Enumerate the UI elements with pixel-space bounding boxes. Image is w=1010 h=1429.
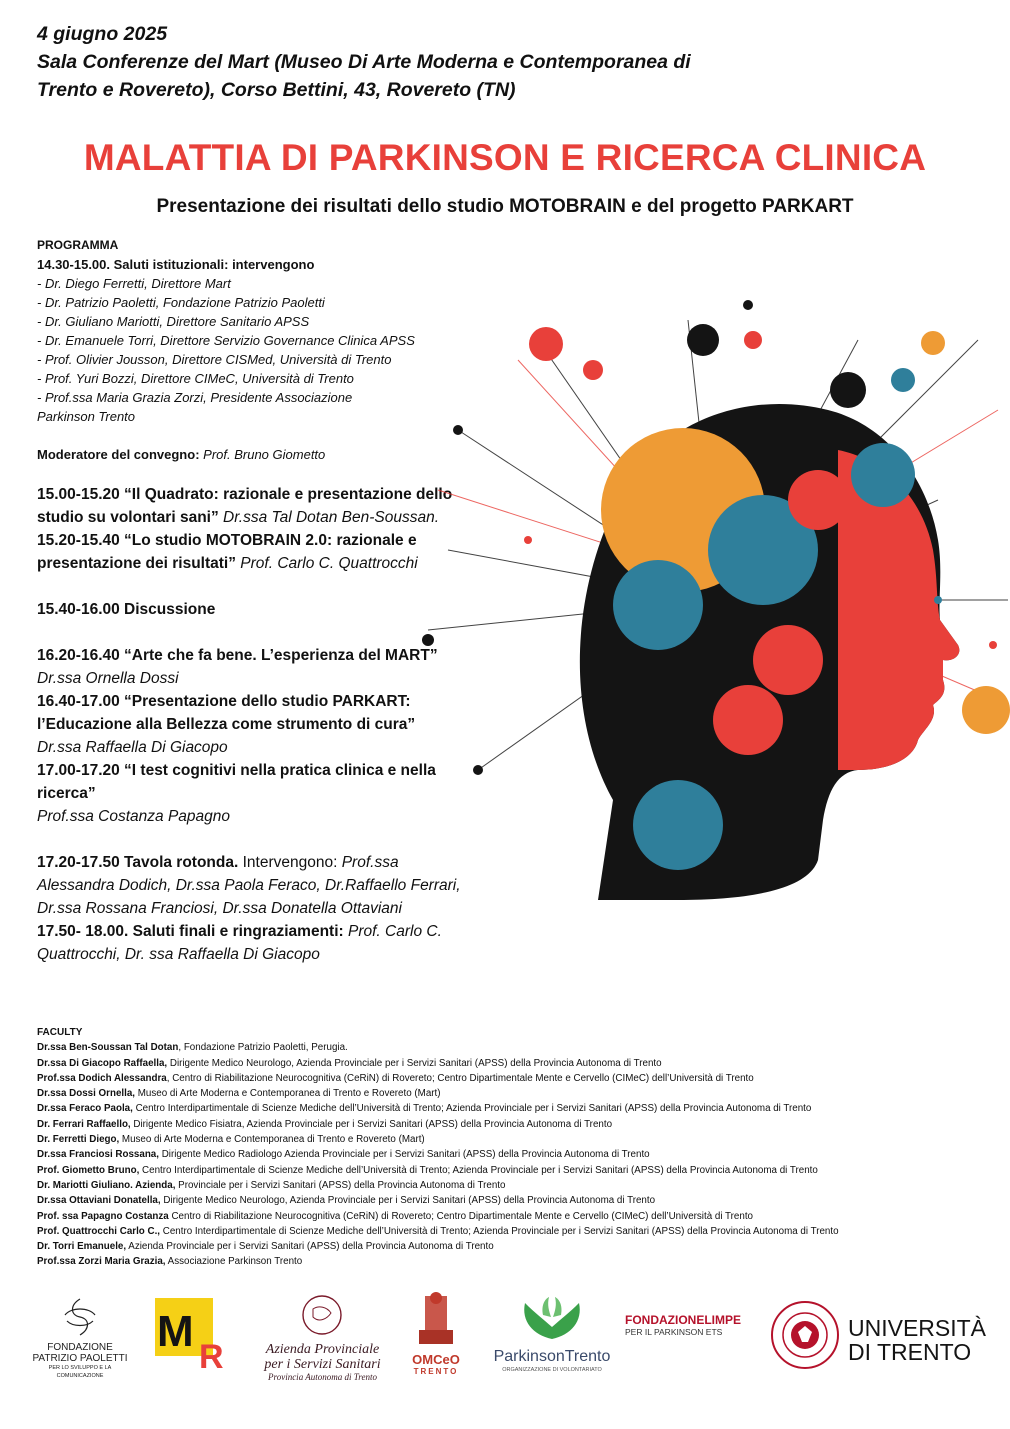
session-6-title: 17.00-17.20 “I test cognitivi nella pratica clinica e nella ricerca” <box>37 762 436 802</box>
apss-line1: Azienda Provinciale <box>265 1342 380 1357</box>
faculty-item <box>37 1224 997 1239</box>
faculty-affiliation: Centro Interdipartimentale di Scienze Mediche dell’Università di Trento; Azienda Provinciale per i Servizi Sanitari (APSS) della Provincia Autonoma di Trento <box>139 1164 818 1176</box>
logo-mart <box>155 1298 233 1370</box>
page-title: MALATTIA DI PARKINSON E RICERCA CLINICA <box>83 137 927 178</box>
session-speaker: Dr.ssa Tal Dotan Ben-Soussan. <box>223 509 439 526</box>
greetings-time: 14.30-15.00. Saluti istituzionali: intervengono <box>37 257 315 272</box>
session-8 <box>37 920 477 966</box>
faculty-name: Prof. Quattrocchi Carlo C., <box>37 1225 161 1237</box>
faculty-affiliation: Dirigente Medico Radiologo Azienda Provinciale per i Servizi Sanitari (APSS) della Provincia Autonoma di Trento <box>158 1149 650 1161</box>
page-subtitle: Presentazione dei risultati dello studio MOTOBRAIN e del progetto PARKART <box>156 196 854 217</box>
parkinson-trento-hands-icon <box>483 1295 621 1343</box>
faculty-item <box>37 1086 997 1101</box>
unitn-seal-icon <box>770 1300 840 1370</box>
logo-universita-trento <box>770 1300 990 1390</box>
session-5-title: 16.40-17.00 “Presentazione dello studio PARKART: l’Educazione alla Bellezza come strumento di cura” <box>37 693 416 733</box>
faculty-item <box>37 1178 997 1193</box>
event-header <box>37 20 837 104</box>
faculty-label: FACULTY <box>37 1027 83 1038</box>
fpp-line3: PER LO SVILUPPO E LA COMUNICAZIONE <box>48 1365 112 1379</box>
event-venue-line1: Sala Conferenze del Mart (Museo Di Arte Moderna e Contemporanea di <box>37 51 691 73</box>
speaker-item: - Dr. Diego Ferretti, Direttore Mart <box>37 276 231 291</box>
svg-text:R: R <box>199 1338 224 1370</box>
program-label: PROGRAMMA <box>37 238 119 252</box>
faculty-affiliation: Dirigente Medico Neurologo, Azienda Provinciale per i Servizi Sanitari (APSS) della Provincia Autonoma di Trento <box>160 1195 656 1207</box>
faculty-name: Dr. Mariotti Giuliano. Azienda, <box>37 1179 176 1191</box>
faculty-affiliation: Provinciale per i Servizi Sanitari (APSS) della Provincia Autonoma di Trento <box>175 1179 506 1191</box>
session-title: 15.20-15.40 “Lo studio MOTOBRAIN 2.0: razionale e presentazione dei risultati” <box>37 532 417 572</box>
speaker-item: - Dr. Patrizio Paoletti, Fondazione Patrizio Paoletti <box>37 295 325 310</box>
omceo-emblem-icon <box>405 1290 467 1348</box>
faculty-name: Dr.ssa Di Giacopo Raffaella, <box>37 1057 168 1069</box>
apss-line3: Provincia Autonoma di Trento <box>268 1372 377 1382</box>
speaker-item: - Prof. Yuri Bozzi, Direttore CIMeC, Università di Trento <box>37 371 354 386</box>
faculty-item <box>37 1040 997 1055</box>
faculty-affiliation: Dirigente Medico Neurologo, Azienda Provinciale per i Servizi Sanitari (APSS) della Provincia Autonoma di Trento <box>167 1057 662 1069</box>
session-intro: Intervengono: <box>242 854 338 871</box>
faculty-name: Dr.ssa Franciosi Rossana, <box>37 1149 159 1161</box>
event-date: 4 giugno 2025 <box>37 23 168 45</box>
faculty-item <box>37 1071 997 1086</box>
faculty-affiliation: , Fondazione Patrizio Paoletti, Perugia. <box>178 1042 348 1054</box>
omceo-line2: TRENTO <box>413 1367 459 1376</box>
faculty-name: Dr.ssa Dossi Ornella, <box>37 1088 136 1100</box>
svg-text:M: M <box>157 1307 194 1356</box>
fpp-line2: PATRIZIO PAOLETTI <box>32 1353 128 1364</box>
faculty-item <box>37 1254 997 1269</box>
pt-name: ParkinsonTrento <box>493 1348 611 1365</box>
faculty-affiliation: Azienda Provinciale per i Servizi Sanitari (APSS) della Provincia Autonoma di Trento <box>126 1241 494 1253</box>
faculty-item <box>37 1117 997 1132</box>
faculty-affiliation: Dirigente Medico Fisiatra, Azienda Provinciale per i Servizi Sanitari (APSS) della Provincia Autonoma di Trento <box>130 1118 613 1130</box>
faculty-item <box>37 1193 997 1208</box>
faculty-affiliation: Museo di Arte Moderna e Contemporanea di Trento e Rovereto (Mart) <box>119 1134 425 1146</box>
fpp-line1: FONDAZIONE <box>47 1342 113 1353</box>
faculty-affiliation: Centro Interdipartimentale di Scienze Mediche dell’Università di Trento; Azienda Provinciale per i Servizi Sanitari (APSS) della Provincia Autonoma di Trento <box>160 1225 839 1237</box>
speaker-item: - Dr. Giuliano Mariotti, Direttore Sanitario APSS <box>37 314 310 329</box>
faculty-name: Dr.ssa Ben-Soussan Tal Dotan <box>37 1042 179 1054</box>
parkinson-head-illustration <box>418 300 1010 920</box>
limpe-line2: PER IL PARKINSON ETS <box>625 1327 723 1337</box>
logo-fondazione-paoletti <box>25 1295 135 1385</box>
session-1 <box>37 483 477 529</box>
session-5-speaker: Dr.ssa Raffaella Di Giacopo <box>37 739 228 756</box>
faculty-item <box>37 1056 997 1071</box>
session-6-speaker: Prof.ssa Costanza Papagno <box>37 808 231 825</box>
faculty-section <box>37 1025 997 1270</box>
faculty-item <box>37 1132 997 1147</box>
session-3-title: 15.40-16.00 Discussione <box>37 601 216 618</box>
unitn-line2: DI TRENTO <box>848 1339 972 1365</box>
logo-omceo <box>405 1290 467 1380</box>
faculty-affiliation: Museo di Arte Moderna e Contemporanea di Trento e Rovereto (Mart) <box>135 1088 441 1100</box>
session-7 <box>37 851 477 920</box>
moderator-name: Prof. Bruno Giometto <box>203 447 326 462</box>
session-speakers: Prof.ssa Alessandra Dodich, Dr.ssa Paola Feraco, Dr.Raffaello Ferrari, Dr.ssa Rossana Franciosi, Dr.ssa Donatella Ottaviani <box>37 854 461 917</box>
limpe-line1: FONDAZIONELIMPE <box>625 1313 741 1327</box>
session-title: 17.50- 18.00. Saluti finali e ringraziamenti: <box>37 923 344 940</box>
faculty-name: Dr. Ferretti Diego, <box>37 1134 120 1146</box>
faculty-name: Dr. Torri Emanuele, <box>37 1241 127 1253</box>
logo-apss <box>255 1295 390 1385</box>
faculty-name: Dr. Ferrari Raffaello, <box>37 1118 131 1130</box>
faculty-affiliation: Centro di Riabilitazione Neurocognitiva (CeRiN) di Rovereto; Centro Dipartimentale Mente e Cervello (CIMeC) dell’Università di Trento <box>168 1210 753 1222</box>
unitn-line1: UNIVERSITÀ <box>848 1315 987 1341</box>
session-2 <box>37 529 477 575</box>
faculty-affiliation: , Centro di Riabilitazione Neurocognitiva (CeRiN) di Rovereto; Centro Dipartimentale Mente e Cervello (CIMeC) dell’Università di Trento <box>166 1072 754 1084</box>
sessions-section <box>37 483 477 966</box>
speaker-item: - Prof. Olivier Jousson, Direttore CISMed, Università di Trento <box>37 352 392 367</box>
session-4-title: 16.20-16.40 “Arte che fa bene. L’esperienza del MART” <box>37 647 438 664</box>
mart-logo-icon <box>155 1298 233 1370</box>
omceo-line1: OMCeO <box>412 1352 460 1367</box>
faculty-item <box>37 1163 997 1178</box>
session-title: 15.00-15.20 “Il Quadrato: razionale e presentazione dello studio su volontari sani” <box>37 486 453 526</box>
apss-emblem-icon <box>255 1295 390 1337</box>
session-speaker: Prof. Carlo C. Quattrocchi <box>240 555 418 572</box>
faculty-item <box>37 1239 997 1254</box>
faculty-name: Prof.ssa Zorzi Maria Grazia, <box>37 1256 166 1268</box>
faculty-item <box>37 1101 997 1116</box>
faculty-name: Prof.ssa Dodich Alessandra <box>37 1072 167 1084</box>
faculty-affiliation: Associazione Parkinson Trento <box>165 1256 303 1268</box>
logo-parkinson-trento <box>483 1295 621 1385</box>
faculty-name: Dr.ssa Feraco Paola, <box>37 1103 133 1115</box>
speaker-item: - Dr. Emanuele Torri, Direttore Servizio Governance Clinica APSS <box>37 333 415 348</box>
moderator-label: Moderatore del convegno: <box>37 447 200 462</box>
faculty-item <box>37 1209 997 1224</box>
faculty-item <box>37 1147 997 1162</box>
speaker-item: - Prof.ssa Maria Grazia Zorzi, Presidente Associazione <box>37 390 353 405</box>
faculty-name: Dr.ssa Ottaviani Donatella, <box>37 1195 161 1207</box>
pt-sub: ORGANIZZAZIONE DI VOLONTARIATO <box>502 1367 602 1373</box>
session-4-speaker: Dr.ssa Ornella Dossi <box>37 670 179 687</box>
faculty-name: Prof. Giometto Bruno, <box>37 1164 140 1176</box>
fpp-emblem-icon <box>25 1295 135 1337</box>
speaker-item: Parkinson Trento <box>37 409 136 424</box>
event-venue-line2: Trento e Rovereto), Corso Bettini, 43, Rovereto (TN) <box>37 79 516 101</box>
session-title: 17.20-17.50 Tavola rotonda. <box>37 854 239 871</box>
session-speakers: Prof. Carlo C. Quattrocchi, Dr. ssa Raffaella Di Giacopo <box>37 923 442 963</box>
apss-line2: per i Servizi Sanitari <box>264 1357 381 1372</box>
faculty-name: Prof. ssa Papagno Costanza <box>37 1210 169 1222</box>
logo-fondazione-limpe <box>625 1313 757 1403</box>
faculty-affiliation: Centro Interdipartimentale di Scienze Mediche dell’Università di Trento; Azienda Provinciale per i Servizi Sanitari (APSS) della Provincia Autonoma di Trento <box>132 1103 812 1115</box>
